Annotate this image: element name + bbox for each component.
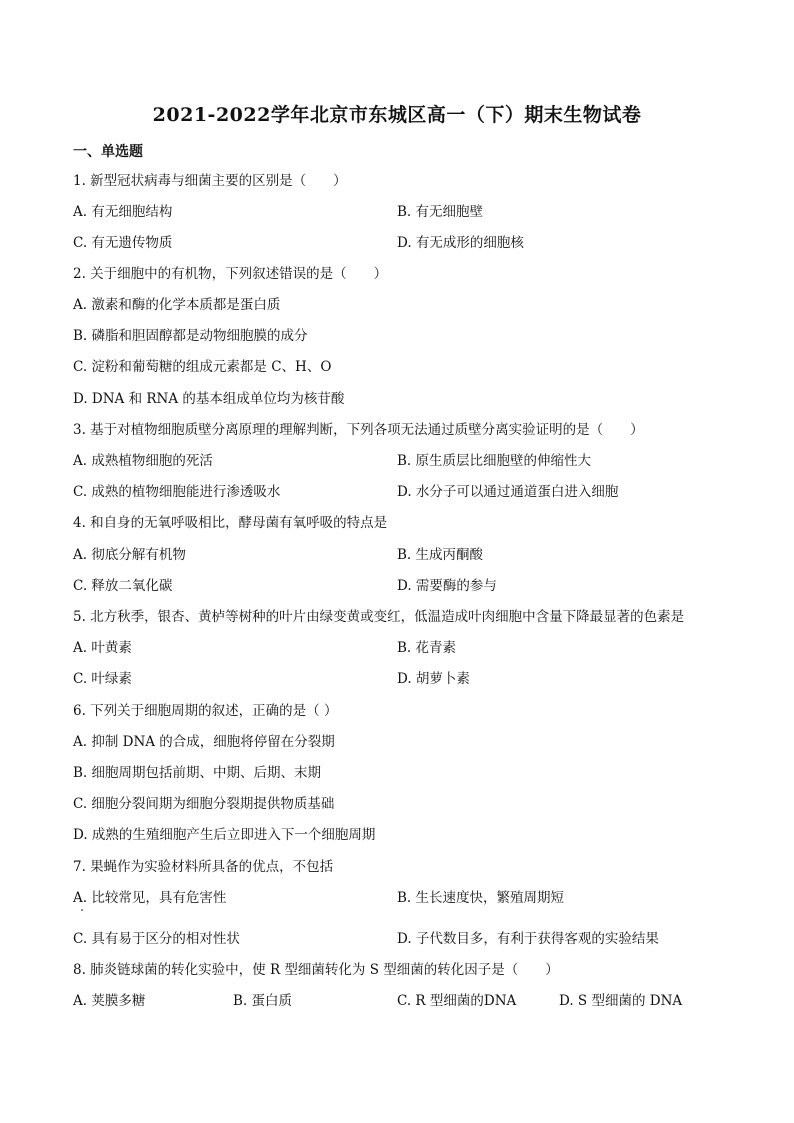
stray-mark	[81, 909, 83, 911]
question-4-stem: 4. 和自身的无氧呼吸相比，酵母菌有氧呼吸的特点是	[73, 515, 388, 531]
question-5-stem: 5. 北方秋季，银杏、黄栌等树种的叶片由绿变黄或变红，低温造成叶肉细胞中含量下降最显著的色素是	[73, 609, 685, 625]
section-header: 一、单选题	[73, 144, 143, 160]
question-2-stem: 2. 关于细胞中的有机物，下列叙述错误的是（ ）	[73, 266, 388, 282]
question-1-option-b: B. 有无细胞壁	[397, 204, 484, 220]
question-7-option-d: D. 子代数目多，有利于获得客观的实验结果	[397, 931, 659, 947]
question-2-option-a: A. 激素和酶的化学本质都是蛋白质	[73, 297, 281, 313]
exam-title: 2021-2022学年北京市东城区高一（下）期末生物试卷	[152, 104, 642, 126]
question-7-stem: 7. 果蝇作为实验材料所具备的优点，不包括	[73, 859, 334, 875]
question-4-option-c: C. 释放二氧化碳	[73, 578, 173, 594]
question-4-option-d: D. 需要酶的参与	[397, 578, 497, 594]
question-5-option-c: C. 叶绿素	[73, 671, 132, 687]
question-1-option-d: D. 有无成形的细胞核	[397, 235, 524, 251]
question-3-option-c: C. 成熟的植物细胞能进行渗透吸水	[73, 484, 281, 500]
question-3-option-b: B. 原生质层比细胞壁的伸缩性大	[397, 453, 592, 469]
question-1-option-c: C. 有无遗传物质	[73, 235, 173, 251]
question-5-option-a: A. 叶黄素	[73, 640, 132, 656]
question-5-option-d: D. 胡萝卜素	[397, 671, 470, 687]
question-8-option-a: A. 荚膜多糖	[73, 993, 146, 1009]
question-1-option-a: A. 有无细胞结构	[73, 204, 173, 220]
question-8-stem: 8. 肺炎链球菌的转化实验中，使 R 型细菌转化为 S 型细菌的转化因子是（ ）	[73, 962, 559, 978]
question-4-option-a: A. 彻底分解有机物	[73, 547, 186, 563]
question-3-option-d: D. 水分子可以通过通道蛋白进入细胞	[397, 484, 619, 500]
question-2-option-b: B. 磷脂和胆固醇都是动物细胞膜的成分	[73, 328, 308, 344]
question-8-option-b: B. 蛋白质	[233, 993, 293, 1009]
question-8-option-d: D. S 型细菌的 DNA	[559, 993, 683, 1009]
question-3-option-a: A. 成熟植物细胞的死活	[73, 453, 213, 469]
question-6-stem: 6. 下列关于细胞周期的叙述，正确的是（ ）	[73, 703, 338, 719]
question-8-option-c: C. R 型细菌的DNA	[397, 993, 517, 1009]
question-6-option-d: D. 成熟的生殖细胞产生后立即进入下一个细胞周期	[73, 827, 376, 843]
question-2-option-d: D. DNA 和 RNA 的基本组成单位均为核苷酸	[73, 391, 345, 407]
question-6-option-a: A. 抑制 DNA 的合成，细胞将停留在分裂期	[73, 734, 335, 750]
question-7-option-a: A. 比较常见，具有危害性	[73, 890, 227, 906]
question-6-option-b: B. 细胞周期包括前期、中期、后期、末期	[73, 765, 322, 781]
question-7-option-c: C. 具有易于区分的相对性状	[73, 931, 240, 947]
question-1-stem: 1. 新型冠状病毒与细菌主要的区别是（ ）	[73, 173, 347, 189]
question-7-option-b: B. 生长速度快，繁殖周期短	[397, 890, 565, 906]
question-4-option-b: B. 生成丙酮酸	[397, 547, 484, 563]
question-5-option-b: B. 花青素	[397, 640, 457, 656]
question-2-option-c: C. 淀粉和葡萄糖的组成元素都是 C、H、O	[73, 359, 332, 375]
question-6-option-c: C. 细胞分裂间期为细胞分裂期提供物质基础	[73, 796, 335, 812]
question-3-stem: 3. 基于对植物细胞质壁分离原理的理解判断，下列各项无法通过质壁分离实验证明的是（ ）	[73, 422, 644, 438]
